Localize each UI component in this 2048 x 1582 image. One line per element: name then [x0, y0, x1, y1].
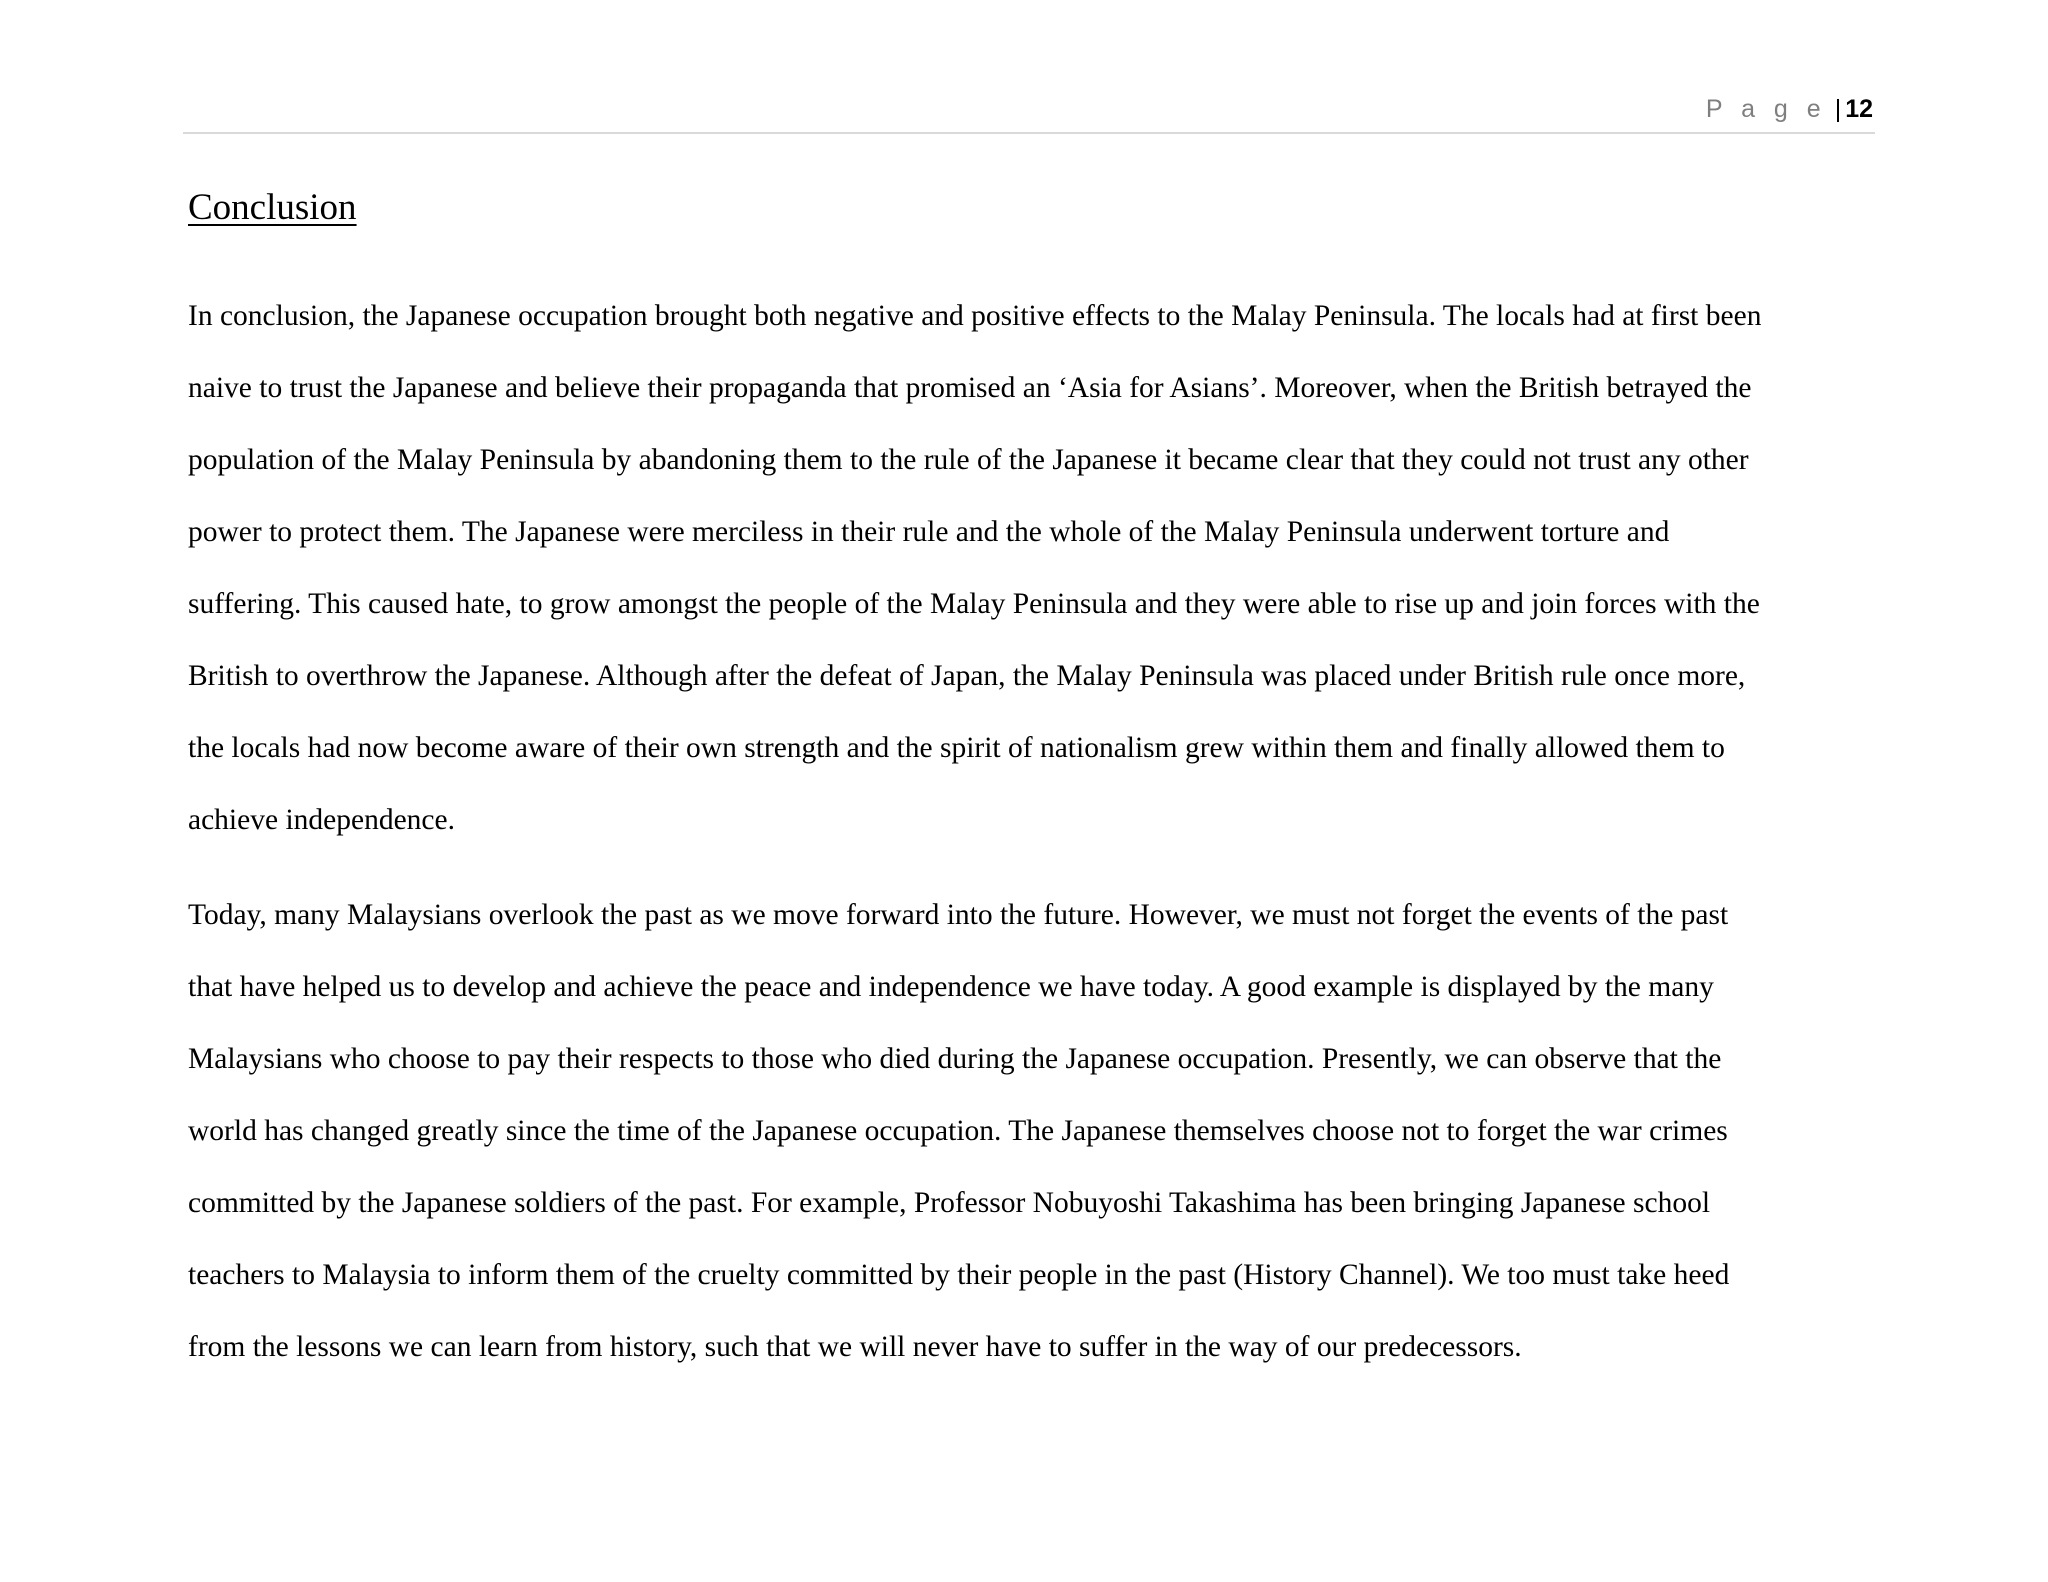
paragraph-line: committed by the Japanese soldiers of the past. For example, Professor Nobuyoshi Takashima has been bringing Japanese school [188, 1187, 1711, 1219]
paragraph-line: Malaysians who choose to pay their respects to those who died during the Japanese occupation. Presently, we can observe that the [188, 1043, 1722, 1075]
paragraph-1 [188, 280, 1908, 856]
page-number: 12 [1845, 95, 1873, 123]
paragraph-line: British to overthrow the Japanese. Although after the defeat of Japan, the Malay Peninsula was placed under British rule once more, [188, 660, 1746, 692]
paragraph-line: population of the Malay Peninsula by abandoning them to the rule of the Japanese it became clear that they could not trust any other [188, 444, 1749, 476]
paragraph-line: from the lessons we can learn from history, such that we will never have to suffer in the way of our predecessors. [188, 1331, 1522, 1363]
section-heading: Conclusion [188, 187, 357, 228]
page-number-label [1706, 94, 1873, 124]
paragraph-line: that have helped us to develop and achieve the peace and independence we have today. A good example is displayed by the many [188, 971, 1714, 1003]
paragraph-line: suffering. This caused hate, to grow amongst the people of the Malay Peninsula and they were able to rise up and join forces with the [188, 588, 1760, 620]
page-word: P a g e [1705, 95, 1827, 123]
paragraph-line: achieve independence. [188, 804, 455, 836]
paragraph-line: teachers to Malaysia to inform them of the cruelty committed by their people in the past (History Channel). We too must take heed [188, 1259, 1730, 1291]
paragraph-line: world has changed greatly since the time of the Japanese occupation. The Japanese themselves choose not to forget the war crimes [188, 1115, 1728, 1147]
paragraph-2 [188, 879, 1908, 1383]
paragraph-line: the locals had now become aware of their own strength and the spirit of nationalism grew within them and finally allowed them to [188, 732, 1725, 764]
paragraph-line: naive to trust the Japanese and believe their propaganda that promised an ‘Asia for Asians’. Moreover, when the British betrayed the [188, 372, 1752, 404]
page-separator: | [1834, 95, 1842, 123]
paragraph-line: In conclusion, the Japanese occupation brought both negative and positive effects to the Malay Peninsula. The locals had at first been [188, 300, 1762, 332]
paragraph-line: Today, many Malaysians overlook the past as we move forward into the future. However, we must not forget the events of the past [188, 899, 1729, 931]
paragraph-line: power to protect them. The Japanese were merciless in their rule and the whole of the Malay Peninsula underwent torture and [188, 516, 1670, 548]
page-header [183, 94, 1875, 134]
